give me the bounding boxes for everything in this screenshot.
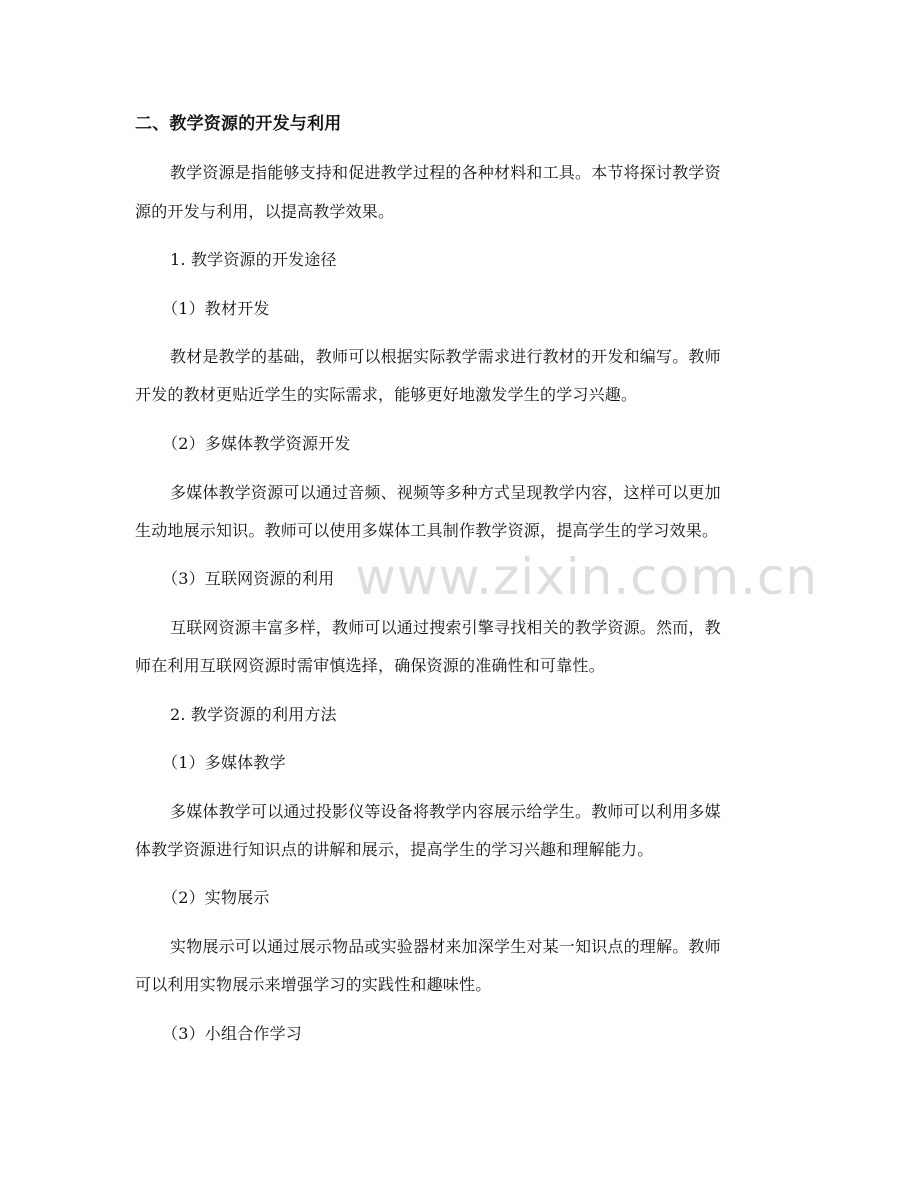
item1-3-title: （3）互联网资源的利用 [162,569,335,588]
item1-2-body-line-1: 多媒体教学资源可以通过音频、视频等多种方式呈现教学内容，这样可以更加 [170,483,721,502]
item1-1-title: （1）教材开发 [162,299,270,318]
item2-1-body-line-1: 多媒体教学可以通过投影仪等设备将教学内容展示给学生。教师可以利用多媒 [170,802,721,821]
item1-3-body-line-1: 互联网资源丰富多样，教师可以通过搜索引擎寻找相关的教学资源。然而，教 [170,618,721,637]
intro-line-1: 教学资源是指能够支持和促进教学过程的各种材料和工具。本节将探讨教学资 [170,163,721,182]
section-title: 二、教学资源的开发与利用 [135,114,342,134]
watermark: www.zixin.com.cn [355,548,819,606]
item1-1-body-line-1: 教材是教学的基础，教师可以根据实际教学需求进行教材的开发和编写。教师 [170,347,721,366]
item1-2-body-line-2: 生动地展示知识。教师可以使用多媒体工具制作教学资源，提高学生的学习效果。 [135,521,719,540]
item1-3-body-line-2: 师在利用互联网资源时需审慎选择，确保资源的准确性和可靠性。 [135,656,605,675]
item1-2-title: （2）多媒体教学资源开发 [162,434,351,453]
item1-1-body-line-2: 开发的教材更贴近学生的实际需求，能够更好地激发学生的学习兴趣。 [135,385,638,404]
item2-2-body-line-1: 实物展示可以通过展示物品或实验器材来加深学生对某一知识点的理解。教师 [170,937,721,956]
item2-2-title: （2）实物展示 [162,888,270,907]
part1-title: 1. 教学资源的开发途径 [170,250,337,269]
item2-1-title: （1）多媒体教学 [162,753,286,772]
item2-2-body-line-2: 可以利用实物展示来增强学习的实践性和趣味性。 [135,975,492,994]
item2-3-title: （3）小组合作学习 [162,1024,302,1043]
item2-1-body-line-2: 体教学资源进行知识点的讲解和展示，提高学生的学习兴趣和理解能力。 [135,840,654,859]
part2-title: 2. 教学资源的利用方法 [170,705,337,724]
intro-line-2: 源的开发与利用，以提高教学效果。 [135,202,395,221]
